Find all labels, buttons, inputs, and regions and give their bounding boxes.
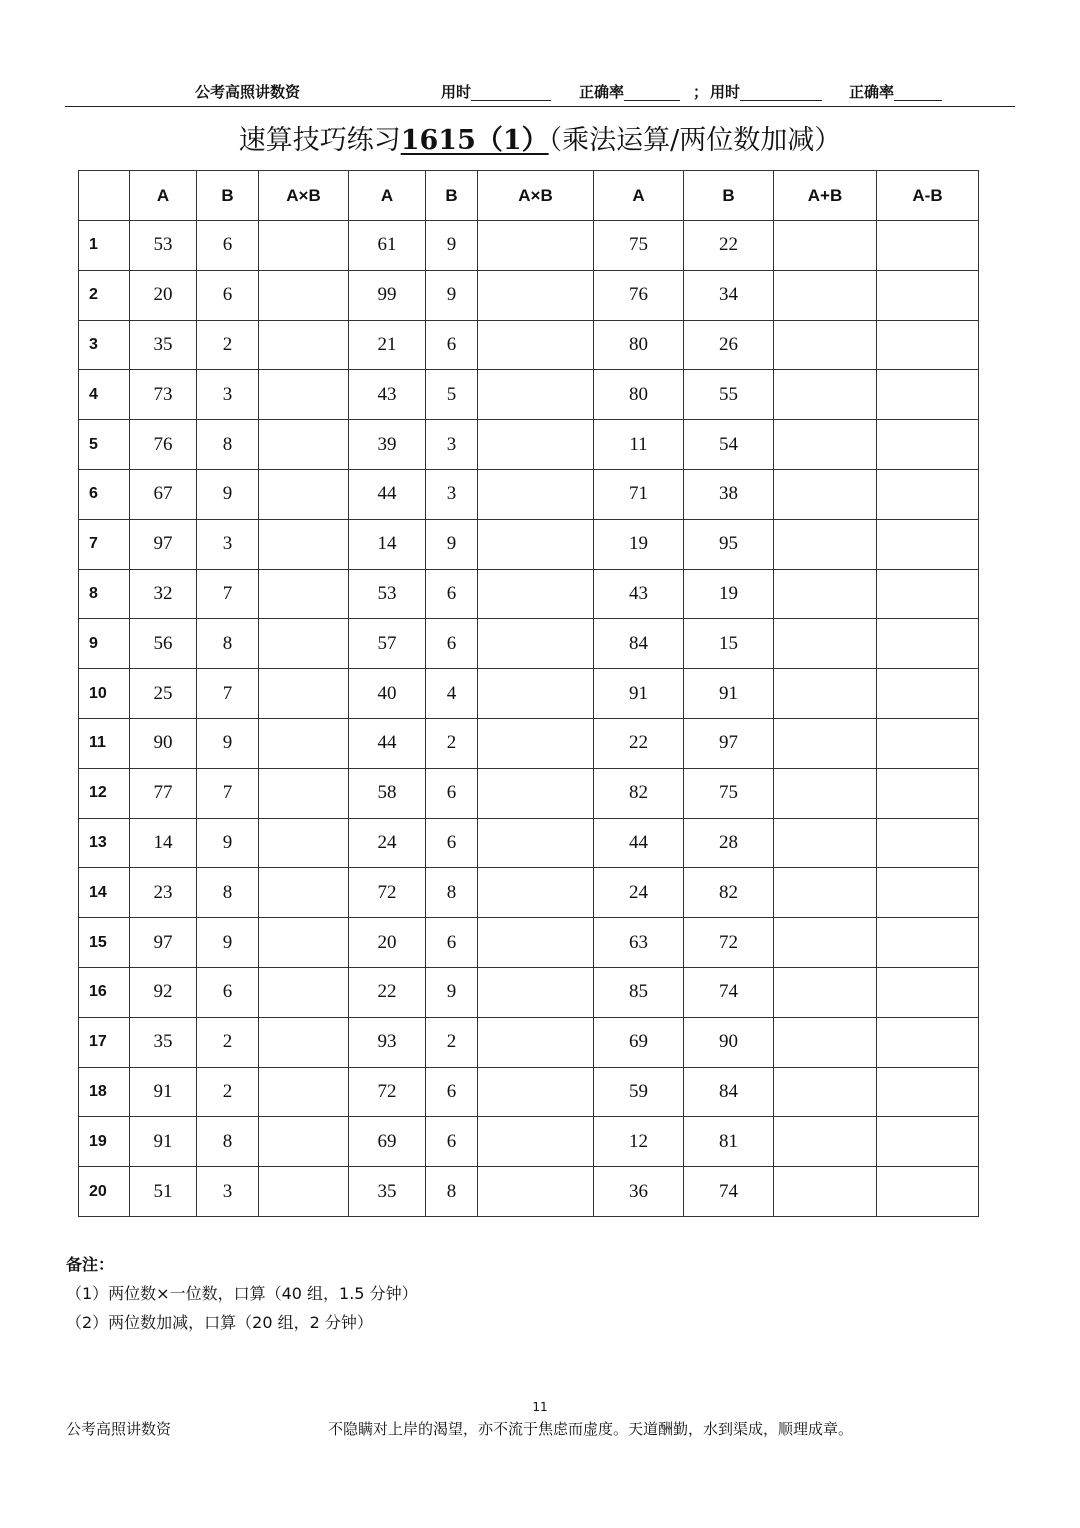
number-cell: 72	[349, 868, 426, 918]
answer-cell[interactable]	[877, 320, 979, 370]
number-cell: 9	[426, 967, 478, 1017]
answer-cell[interactable]	[259, 320, 349, 370]
number-cell: 20	[349, 918, 426, 968]
row-index-cell: 3	[79, 320, 130, 370]
table-row	[79, 469, 979, 519]
number-cell: 91	[684, 669, 774, 719]
page-title	[0, 118, 1080, 157]
time-blank-2[interactable]	[740, 84, 822, 101]
notes-line-2: （2）两位数加减，口算（20 组，2 分钟）	[66, 1313, 373, 1332]
header-bar	[65, 78, 1015, 107]
answer-cell[interactable]	[774, 868, 877, 918]
number-cell: 2	[426, 1017, 478, 1067]
number-cell: 6	[426, 818, 478, 868]
row-index-cell: 14	[79, 868, 130, 918]
number-cell: 9	[197, 918, 259, 968]
number-cell: 53	[349, 569, 426, 619]
number-cell: 74	[684, 1167, 774, 1217]
header-separator: ；	[693, 83, 709, 101]
number-cell: 82	[594, 768, 684, 818]
answer-cell[interactable]	[774, 270, 877, 320]
number-cell: 6	[426, 1067, 478, 1117]
table-row	[79, 569, 979, 619]
number-cell: 3	[197, 519, 259, 569]
answer-cell[interactable]	[478, 1167, 594, 1217]
number-cell: 6	[197, 221, 259, 271]
accuracy-blank-2[interactable]	[894, 84, 942, 101]
answer-cell[interactable]	[877, 1167, 979, 1217]
number-cell: 34	[684, 270, 774, 320]
row-index-cell: 15	[79, 918, 130, 968]
answer-cell[interactable]	[259, 469, 349, 519]
answer-cell[interactable]	[259, 1167, 349, 1217]
row-index-cell: 10	[79, 669, 130, 719]
row-index-cell: 13	[79, 818, 130, 868]
title-code: 1615（1）	[400, 125, 549, 156]
accuracy-field-1[interactable]	[579, 81, 624, 102]
number-cell: 53	[130, 221, 197, 271]
header-cell: A	[130, 171, 197, 221]
answer-cell[interactable]	[478, 469, 594, 519]
answer-cell[interactable]	[774, 1167, 877, 1217]
time-label-2: 用时	[710, 83, 741, 101]
row-index-cell: 6	[79, 469, 130, 519]
table-row	[79, 619, 979, 669]
answer-cell[interactable]	[259, 370, 349, 420]
number-cell: 54	[684, 420, 774, 470]
answer-cell[interactable]	[877, 519, 979, 569]
table-row	[79, 1167, 979, 1217]
time-label-1: 用时	[441, 83, 472, 101]
answer-cell[interactable]	[774, 519, 877, 569]
time-blank-1[interactable]	[471, 84, 551, 101]
number-cell: 3	[197, 1167, 259, 1217]
answer-cell[interactable]	[259, 420, 349, 470]
table-row	[79, 1017, 979, 1067]
number-cell: 24	[349, 818, 426, 868]
number-cell: 28	[684, 818, 774, 868]
number-cell: 32	[130, 569, 197, 619]
number-cell: 97	[130, 519, 197, 569]
number-cell: 22	[594, 718, 684, 768]
answer-cell[interactable]	[478, 1067, 594, 1117]
answer-cell[interactable]	[877, 1067, 979, 1117]
number-cell: 11	[594, 420, 684, 470]
number-cell: 90	[130, 718, 197, 768]
number-cell: 20	[130, 270, 197, 320]
answer-cell[interactable]	[478, 519, 594, 569]
answer-cell[interactable]	[774, 669, 877, 719]
number-cell: 92	[130, 967, 197, 1017]
answer-cell[interactable]	[259, 868, 349, 918]
row-index-cell: 2	[79, 270, 130, 320]
answer-cell[interactable]	[478, 1117, 594, 1167]
row-index-cell: 4	[79, 370, 130, 420]
number-cell: 6	[426, 1117, 478, 1167]
answer-cell[interactable]	[478, 818, 594, 868]
row-index-cell: 9	[79, 619, 130, 669]
answer-cell[interactable]	[774, 768, 877, 818]
answer-cell[interactable]	[774, 370, 877, 420]
number-cell: 55	[684, 370, 774, 420]
number-cell: 73	[130, 370, 197, 420]
row-index-cell: 5	[79, 420, 130, 470]
row-index-cell: 19	[79, 1117, 130, 1167]
number-cell: 9	[197, 818, 259, 868]
answer-cell[interactable]	[259, 818, 349, 868]
number-cell: 59	[594, 1067, 684, 1117]
answer-cell[interactable]	[877, 768, 979, 818]
number-cell: 75	[594, 221, 684, 271]
answer-cell[interactable]	[774, 1017, 877, 1067]
answer-cell[interactable]	[259, 718, 349, 768]
header-cell: A×B	[478, 171, 594, 221]
number-cell: 43	[594, 569, 684, 619]
number-cell: 4	[426, 669, 478, 719]
table-row	[79, 918, 979, 968]
answer-cell[interactable]	[774, 918, 877, 968]
answer-cell[interactable]	[877, 420, 979, 470]
header-brand: 公考高照讲数资	[195, 83, 301, 101]
table-row	[79, 519, 979, 569]
footer-brand: 公考高照讲数资	[66, 1420, 172, 1438]
answer-cell[interactable]	[478, 967, 594, 1017]
title-suffix: （乘法运算/两位数加减）	[548, 125, 842, 156]
number-cell: 8	[426, 1167, 478, 1217]
answer-cell[interactable]	[877, 270, 979, 320]
number-cell: 2	[197, 1017, 259, 1067]
answer-cell[interactable]	[478, 420, 594, 470]
answer-cell[interactable]	[774, 469, 877, 519]
answer-cell[interactable]	[877, 569, 979, 619]
number-cell: 9	[426, 270, 478, 320]
answer-cell[interactable]	[877, 818, 979, 868]
row-index-cell: 11	[79, 718, 130, 768]
accuracy-blank-1[interactable]	[624, 84, 680, 101]
answer-cell[interactable]	[774, 420, 877, 470]
number-cell: 74	[684, 967, 774, 1017]
number-cell: 91	[594, 669, 684, 719]
number-cell: 19	[594, 519, 684, 569]
table-row	[79, 370, 979, 420]
number-cell: 85	[594, 967, 684, 1017]
row-index-cell: 7	[79, 519, 130, 569]
title-prefix: 速算技巧练习	[238, 125, 401, 156]
number-cell: 8	[197, 868, 259, 918]
answer-cell[interactable]	[877, 370, 979, 420]
table-header-row	[79, 171, 979, 221]
practice-table	[78, 170, 979, 1217]
answer-cell[interactable]	[877, 221, 979, 271]
answer-cell[interactable]	[478, 370, 594, 420]
number-cell: 69	[349, 1117, 426, 1167]
number-cell: 67	[130, 469, 197, 519]
number-cell: 39	[349, 420, 426, 470]
answer-cell[interactable]	[478, 918, 594, 968]
number-cell: 35	[349, 1167, 426, 1217]
number-cell: 9	[426, 221, 478, 271]
number-cell: 56	[130, 619, 197, 669]
number-cell: 77	[130, 768, 197, 818]
answer-cell[interactable]	[774, 320, 877, 370]
table-row	[79, 768, 979, 818]
number-cell: 6	[197, 270, 259, 320]
number-cell: 72	[684, 918, 774, 968]
number-cell: 7	[197, 569, 259, 619]
answer-cell[interactable]	[877, 669, 979, 719]
row-index-cell: 20	[79, 1167, 130, 1217]
header-cell: A	[594, 171, 684, 221]
number-cell: 21	[349, 320, 426, 370]
number-cell: 72	[349, 1067, 426, 1117]
answer-cell[interactable]	[259, 619, 349, 669]
number-cell: 3	[197, 370, 259, 420]
number-cell: 15	[684, 619, 774, 669]
answer-cell[interactable]	[259, 1017, 349, 1067]
number-cell: 3	[426, 469, 478, 519]
number-cell: 38	[684, 469, 774, 519]
row-index-cell: 16	[79, 967, 130, 1017]
number-cell: 76	[130, 420, 197, 470]
number-cell: 6	[426, 569, 478, 619]
time-field-2[interactable]	[710, 81, 740, 102]
header-cell-index	[79, 171, 130, 221]
number-cell: 14	[130, 818, 197, 868]
table-row	[79, 270, 979, 320]
answer-cell[interactable]	[877, 718, 979, 768]
number-cell: 6	[426, 619, 478, 669]
answer-cell[interactable]	[259, 270, 349, 320]
number-cell: 43	[349, 370, 426, 420]
number-cell: 81	[684, 1117, 774, 1167]
header-cell: A-B	[877, 171, 979, 221]
answer-cell[interactable]	[877, 469, 979, 519]
number-cell: 14	[349, 519, 426, 569]
number-cell: 63	[594, 918, 684, 968]
number-cell: 91	[130, 1117, 197, 1167]
number-cell: 99	[349, 270, 426, 320]
answer-cell[interactable]	[259, 569, 349, 619]
table-row	[79, 868, 979, 918]
number-cell: 84	[594, 619, 684, 669]
table-row	[79, 967, 979, 1017]
table-body	[79, 221, 979, 1217]
number-cell: 90	[684, 1017, 774, 1067]
answer-cell[interactable]	[774, 619, 877, 669]
number-cell: 25	[130, 669, 197, 719]
answer-cell[interactable]	[478, 768, 594, 818]
answer-cell[interactable]	[259, 768, 349, 818]
answer-cell[interactable]	[478, 619, 594, 669]
answer-cell[interactable]	[478, 320, 594, 370]
table-row	[79, 420, 979, 470]
number-cell: 24	[594, 868, 684, 918]
number-cell: 6	[426, 320, 478, 370]
number-cell: 19	[684, 569, 774, 619]
number-cell: 58	[349, 768, 426, 818]
number-cell: 23	[130, 868, 197, 918]
answer-cell[interactable]	[774, 1067, 877, 1117]
answer-cell[interactable]	[478, 221, 594, 271]
row-index-cell: 8	[79, 569, 130, 619]
footer-motto: 不隐瞒对上岸的渴望，亦不流于焦虑而虚度。天道酬勤，水到渠成，顺理成章。	[328, 1420, 854, 1438]
number-cell: 9	[197, 469, 259, 519]
number-cell: 5	[426, 370, 478, 420]
number-cell: 8	[197, 619, 259, 669]
answer-cell[interactable]	[478, 718, 594, 768]
answer-cell[interactable]	[774, 967, 877, 1017]
number-cell: 8	[426, 868, 478, 918]
answer-cell[interactable]	[259, 918, 349, 968]
header-cell: B	[197, 171, 259, 221]
number-cell: 44	[349, 718, 426, 768]
notes-line-1: （1）两位数×一位数，口算（40 组，1.5 分钟）	[66, 1284, 418, 1303]
answer-cell[interactable]	[877, 967, 979, 1017]
number-cell: 82	[684, 868, 774, 918]
answer-cell[interactable]	[478, 868, 594, 918]
answer-cell[interactable]	[877, 1117, 979, 1167]
notes-section	[66, 1250, 418, 1337]
answer-cell[interactable]	[478, 1017, 594, 1067]
number-cell: 8	[197, 1117, 259, 1167]
number-cell: 7	[197, 768, 259, 818]
answer-cell[interactable]	[877, 619, 979, 669]
accuracy-label-2: 正确率	[849, 83, 895, 101]
number-cell: 6	[426, 918, 478, 968]
number-cell: 22	[349, 967, 426, 1017]
answer-cell[interactable]	[259, 1067, 349, 1117]
table-row	[79, 1117, 979, 1167]
answer-cell[interactable]	[877, 918, 979, 968]
number-cell: 97	[684, 718, 774, 768]
table-row	[79, 669, 979, 719]
number-cell: 76	[594, 270, 684, 320]
row-index-cell: 18	[79, 1067, 130, 1117]
number-cell: 51	[130, 1167, 197, 1217]
number-cell: 57	[349, 619, 426, 669]
number-cell: 40	[349, 669, 426, 719]
number-cell: 44	[349, 469, 426, 519]
answer-cell[interactable]	[478, 669, 594, 719]
number-cell: 2	[197, 320, 259, 370]
number-cell: 80	[594, 370, 684, 420]
number-cell: 91	[130, 1067, 197, 1117]
answer-cell[interactable]	[774, 718, 877, 768]
header-cell: A+B	[774, 171, 877, 221]
number-cell: 93	[349, 1017, 426, 1067]
header-cell: A	[349, 171, 426, 221]
number-cell: 44	[594, 818, 684, 868]
number-cell: 9	[197, 718, 259, 768]
notes-title: 备注：	[66, 1255, 115, 1274]
row-index-cell: 1	[79, 221, 130, 271]
answer-cell[interactable]	[259, 519, 349, 569]
answer-cell[interactable]	[259, 221, 349, 271]
number-cell: 2	[197, 1067, 259, 1117]
number-cell: 35	[130, 1017, 197, 1067]
number-cell: 12	[594, 1117, 684, 1167]
number-cell: 36	[594, 1167, 684, 1217]
answer-cell[interactable]	[478, 569, 594, 619]
number-cell: 69	[594, 1017, 684, 1067]
header-cell: B	[684, 171, 774, 221]
number-cell: 9	[426, 519, 478, 569]
number-cell: 26	[684, 320, 774, 370]
answer-cell[interactable]	[259, 967, 349, 1017]
time-field-1[interactable]	[441, 81, 471, 102]
accuracy-label-1: 正确率	[579, 83, 625, 101]
answer-cell[interactable]	[774, 569, 877, 619]
number-cell: 61	[349, 221, 426, 271]
number-cell: 3	[426, 420, 478, 470]
answer-cell[interactable]	[478, 270, 594, 320]
number-cell: 84	[684, 1067, 774, 1117]
answer-cell[interactable]	[877, 868, 979, 918]
number-cell: 22	[684, 221, 774, 271]
header-cell: A×B	[259, 171, 349, 221]
row-index-cell: 12	[79, 768, 130, 818]
number-cell: 97	[130, 918, 197, 968]
number-cell: 7	[197, 669, 259, 719]
table-row	[79, 221, 979, 271]
header-cell: B	[426, 171, 478, 221]
accuracy-field-2[interactable]	[849, 81, 894, 102]
number-cell: 35	[130, 320, 197, 370]
number-cell: 71	[594, 469, 684, 519]
number-cell: 6	[197, 967, 259, 1017]
number-cell: 6	[426, 768, 478, 818]
answer-cell[interactable]	[259, 669, 349, 719]
table-row	[79, 320, 979, 370]
answer-cell[interactable]	[774, 818, 877, 868]
table-row	[79, 818, 979, 868]
answer-cell[interactable]	[259, 1117, 349, 1167]
answer-cell[interactable]	[774, 1117, 877, 1167]
answer-cell[interactable]	[774, 221, 877, 271]
answer-cell[interactable]	[877, 1017, 979, 1067]
table-row	[79, 1067, 979, 1117]
number-cell: 80	[594, 320, 684, 370]
page-number: 11	[532, 1400, 548, 1414]
number-cell: 2	[426, 718, 478, 768]
table-row	[79, 718, 979, 768]
number-cell: 95	[684, 519, 774, 569]
row-index-cell: 17	[79, 1017, 130, 1067]
number-cell: 75	[684, 768, 774, 818]
number-cell: 8	[197, 420, 259, 470]
